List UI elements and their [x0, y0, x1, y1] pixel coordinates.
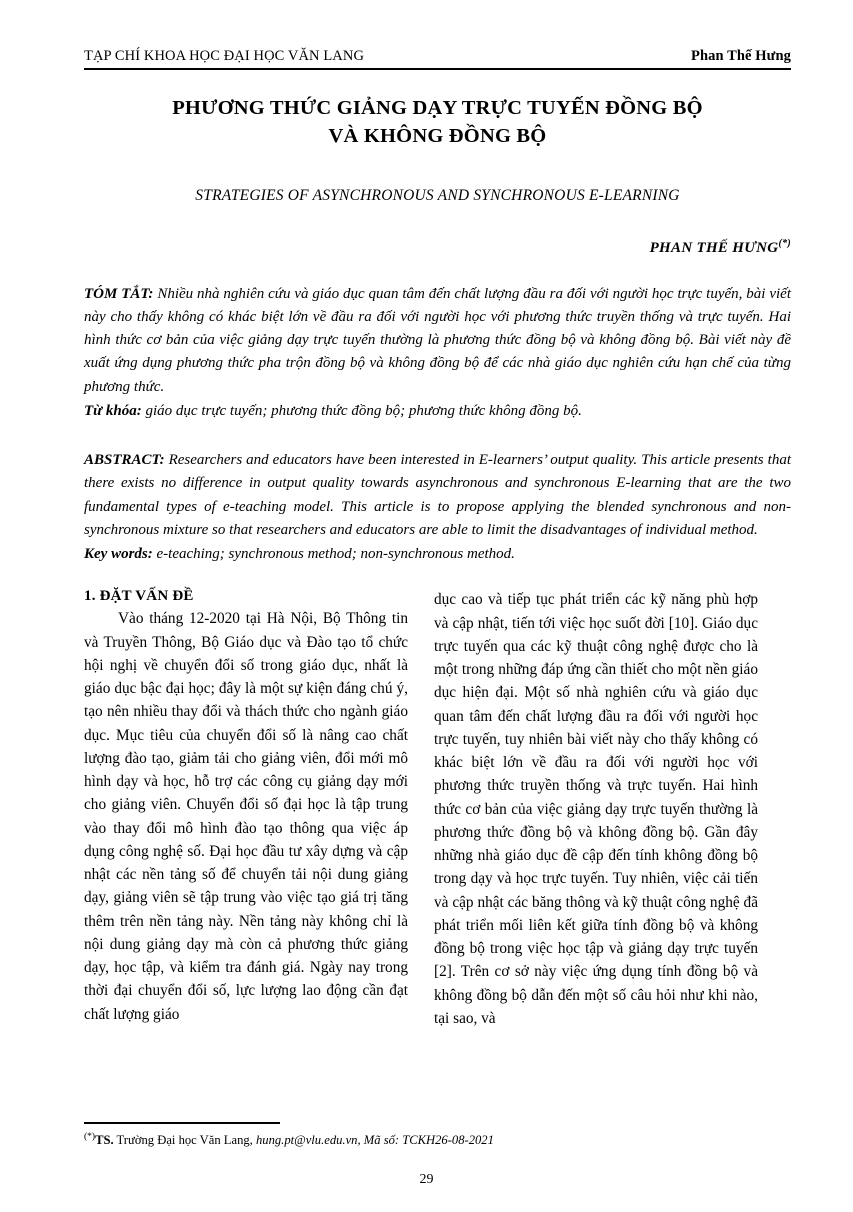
keywords-vietnamese: [84, 400, 791, 423]
title-vietnamese-line-1: PHƯƠNG THỨC GIẢNG DẠY TRỰC TUYẾN ĐỒNG BỘ: [172, 97, 703, 119]
footnote-email: hung.pt@vlu.edu.vn: [255, 1133, 358, 1148]
footnote-marker: (*): [84, 1132, 96, 1143]
keywords-vietnamese-label: Từ khóa:: [84, 402, 142, 419]
author-byline: [84, 238, 791, 257]
footnote-degree: TS.: [95, 1133, 114, 1148]
author-name: PHAN THẾ HƯNG: [649, 239, 779, 256]
footnote-text: [84, 1131, 644, 1150]
section-heading-1: 1. ĐẶT VẤN ĐỀ: [84, 588, 194, 605]
body-two-column-layout: [84, 588, 791, 1030]
body-column-right: [434, 588, 758, 1030]
abstract-english: [84, 449, 791, 542]
running-head-author: Phan Thế Hưng: [691, 48, 791, 64]
author-footnote-marker: (*): [778, 237, 791, 249]
abstract-vietnamese: [84, 283, 791, 399]
page-title: [84, 94, 791, 151]
title-vietnamese-line-2: VÀ KHÔNG ĐỒNG BỘ: [328, 125, 547, 148]
body-paragraph-right: dục cao và tiếp tục phát triển các kỹ năng phù hợp và cập nhật, tiến tới việc học suốt đời [10]. Giáo dục trực tuyến qua các kỹ thuật công nghệ được cho là một trong những đáp ứng cần thiết cho một nền giáo dục hiện đại. Một số nhà nghiên cứu và giáo dục quan tâm đến chất lượng đầu ra đối với người học trực tuyến, tuy nhiên bài viết này cho thấy không có khác biệt lớn về đầu ra đối với người học với phương thức truyền thống và trực tuyến. Hai hình thức cơ bản của việc giảng dạy trực tuyến thường là phương thức đồng bộ và không đồng bộ. Gần đây những nhà giáo dục đề cập đến tính không đồng bộ trong dạy và học trực tuyến. Tuy nhiên, việc cải tiến và cập nhật các băng thông và kỹ thuật công nghệ đã phát triển mối liên kết giữa tính đồng bộ và không đồng bộ trong việc học tập và giảng dạy trực tuyến [2]. Trên cơ sở này việc ứng dụng tính đồng bộ và không đồng bộ dẫn đến một số câu hỏi như khi nào, tại sao, và: [434, 591, 758, 1027]
footnote-manuscript-code: , Mã số: TCKH26-08-2021: [357, 1133, 494, 1148]
footnote-affiliation: Trường Đại học Văn Lang,: [113, 1133, 256, 1148]
keywords-english-text: e-teaching; synchronous method; non-synchronous method.: [152, 546, 515, 563]
running-head: [84, 48, 791, 68]
abstract-english-label: ABSTRACT:: [84, 452, 165, 469]
footnote-divider-rule: [84, 1122, 280, 1124]
keywords-vietnamese-text: giáo dục trực tuyến; phương thức đồng bộ; phương thức không đồng bộ.: [141, 402, 582, 419]
body-column-left: [84, 588, 408, 1030]
title-english: STRATEGIES OF ASYNCHRONOUS AND SYNCHRONOUS E-LEARNING: [195, 186, 680, 204]
keywords-english-label: Key words:: [84, 546, 153, 563]
header-divider-rule: [84, 68, 791, 70]
abstract-vietnamese-label: TÓM TẮT:: [84, 285, 154, 302]
abstract-vietnamese-text: Nhiều nhà nghiên cứu và giáo dục quan tâm đến chất lượng đầu ra đối với người học trực tuyến, bài viết này cho thấy không có khác biệt lớn về đầu ra đối với người học với phương thức truyền thống và trực tuyến. Hai hình thức cơ bản của việc giảng dạy trực tuyến thường là phương thức đồng bộ và không đồng bộ. Bài viết này đề xuất ứng dụng phương thức pha trộn đồng bộ và không đồng bộ để các nhà giáo dục nghiên cứu hạn chế của từng phương thức.: [84, 285, 791, 395]
page-number: 29: [419, 1172, 434, 1187]
footnote-area: [84, 1122, 644, 1150]
abstract-english-text: Researchers and educators have been interested in E-learners’ output quality. This article presents that there exists no difference in output quality towards asynchronous and synchronous E-learning that are the two fundamental types of e-teaching model. This article is to propose applying the blended synchronous and non-synchronous mixture so that researchers and educators are able to limit the disadvantages of individual method.: [84, 452, 791, 538]
body-paragraph-left: Vào tháng 12-2020 tại Hà Nội, Bộ Thông tin và Truyền Thông, Bộ Giáo dục và Đào tạo tổ chức hội nghị về chuyển đổi số trong giáo dục, nhất là giáo dục bậc đại học; đây là một sự kiện đáng chú ý, tạo nên nhiều thay đổi và thách thức cho ngành giáo dục. Mục tiêu của chuyển đổi số là nâng cao chất lượng đào tạo, giảm tải cho giảng viên, đổi mới mô hình dạy và học, hỗ trợ các công cụ giảng dạy mới cho giảng viên. Chuyển đổi số đại học là tập trung vào thay đổi mô hình đào tạo thông qua việc áp dụng công nghệ số. Đại học đầu tư xây dựng và cập nhật các nền tảng số để chuyển tải nội dung giảng dạy, giảng viên sẽ tập trung vào việc tạo giá trị tăng thêm trên nền tảng này. Nền tảng này không chỉ là nội dung giảng dạy mà còn cả phương thức giảng dạy, học tập, và kiểm tra đánh giá. Ngày nay trong thời đại chuyển đổi số, lực lượng lao động cần đạt chất lượng giáo: [84, 610, 408, 1023]
keywords-english: [84, 543, 791, 566]
running-head-journal-title: TẠP CHÍ KHOA HỌC ĐẠI HỌC VĂN LANG: [84, 48, 365, 64]
